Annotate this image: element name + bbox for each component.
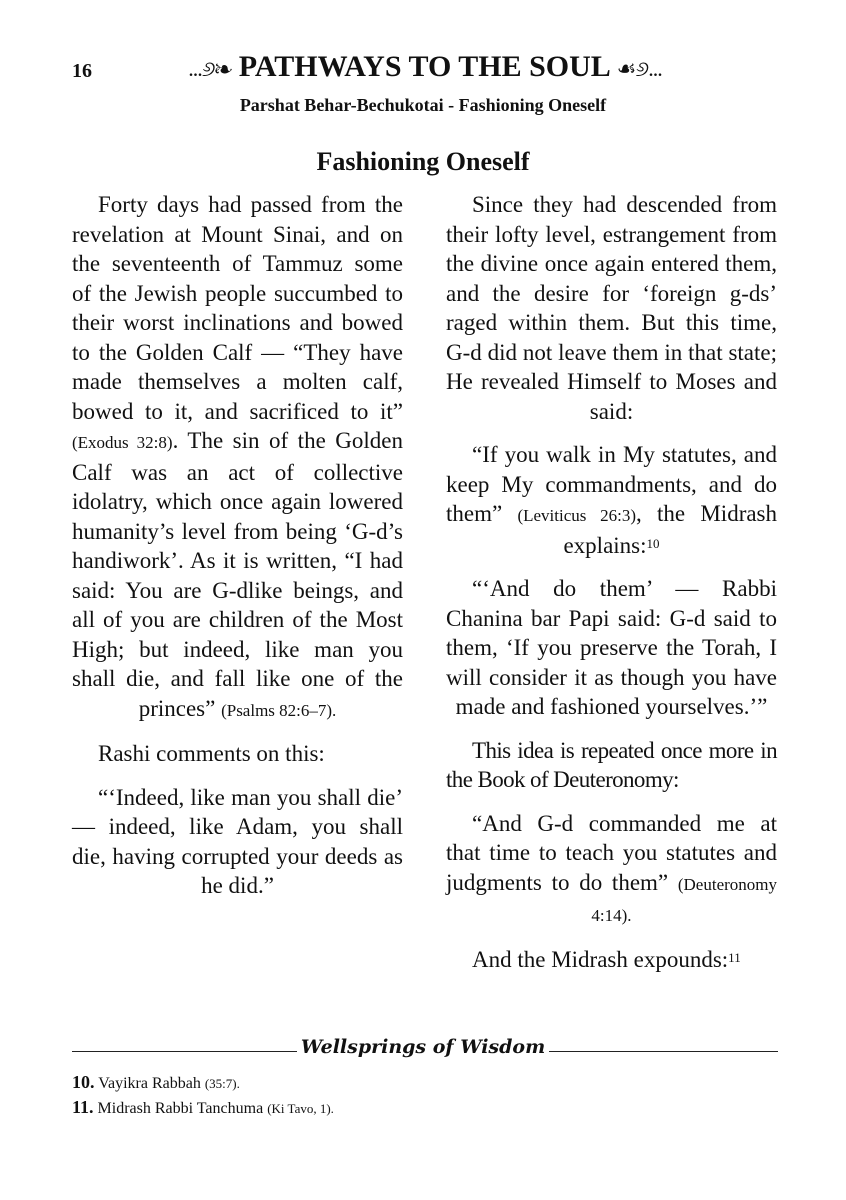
text: “And G-d commanded me at that time to teach you statutes and judgments to do them” [446, 810, 777, 895]
right-column [446, 190, 777, 988]
paragraph: Since they had descended from their lofty level, estrangement from the divine once again entered them, and the desire for ‘foreign g-ds’ raged within them. But this time, G-d did not leave them in that state; He revealed Himself to Moses and said: [446, 192, 777, 424]
text: , the Midrash explains: [563, 501, 778, 558]
left-column [72, 190, 403, 915]
footnote [72, 1097, 334, 1118]
paragraph [72, 190, 403, 725]
text: Forty days had passed from the revelation at Mount Sinai, and on the seventeenth of Tammuz some of the Jewish people succumbed to their worst inclinations and bowed to the Golden Calf — “They have made themselves a molten calf, bowed to it, and sacrificed to it” [72, 192, 403, 424]
citation: (Exodus 32:8) [72, 433, 173, 452]
footnote-ref[interactable]: 10 [646, 535, 660, 551]
footnote-text: Midrash Rabbi Tanchuma [93, 1100, 268, 1117]
divider-label-text: Wellsprings of Wisdom [297, 1036, 549, 1058]
footnote-text: Vayikra Rabbah [94, 1075, 205, 1092]
paragraph [446, 809, 777, 931]
text: And the Midrash expounds: [472, 946, 729, 972]
footnote-ref-text: (Ki Tavo, 1). [267, 1101, 334, 1116]
paragraph: “‘And do them’ — Rabbi Chanina bar Papi said: G-d said to them, ‘If you preserve the Torah, I will consider it as though you have made and fashioned yourselves.’” [446, 576, 777, 719]
paragraph: This idea is repeated once more in the Book of Deuteronomy: [446, 737, 777, 792]
running-title [130, 50, 720, 84]
text: “If you walk in My statutes, and keep My commandments, and do them” [446, 442, 777, 526]
article-title: Fashioning Oneself [316, 147, 530, 176]
footnote-number: 11. [72, 1097, 94, 1117]
ornament-right-icon: ☙୬... [616, 56, 662, 81]
paragraph: “‘Indeed, like man you shall die’ — indeed, like Adam, you shall die, having corrupted your deeds as he did.” [72, 784, 403, 898]
running-title-text: PATHWAYS TO THE SOUL [238, 50, 610, 83]
paragraph [446, 945, 777, 975]
footnote-ref-text: (35:7). [204, 1076, 240, 1091]
ornament-left-icon: ...୬❧ [188, 56, 232, 81]
footnote [72, 1072, 240, 1093]
citation: (Leviticus 26:3) [517, 506, 637, 525]
citation: (Psalms 82:6–7). [221, 700, 337, 720]
chapter-subtitle: Parshat Behar-Bechukotai - Fashioning Oneself [239, 95, 607, 115]
footnote-ref[interactable]: 11 [728, 949, 741, 965]
paragraph: Rashi comments on this: [98, 741, 325, 766]
divider-label [0, 1036, 846, 1058]
citation: (Deuteronomy 4:14). [591, 874, 777, 925]
paragraph [446, 440, 777, 560]
text: . The sin of the Golden Calf was an act of collective idolatry, which once again lowered humanity’s level from being ‘G-d’s handiwork’. As it is written, “I had said: You are G-dlike beings, and all of you are children of the Most High; but indeed, like man you shall die, and fall like one of the princes” [72, 428, 404, 721]
page-number: 16 [72, 60, 92, 82]
footnote-number: 10. [72, 1072, 95, 1092]
